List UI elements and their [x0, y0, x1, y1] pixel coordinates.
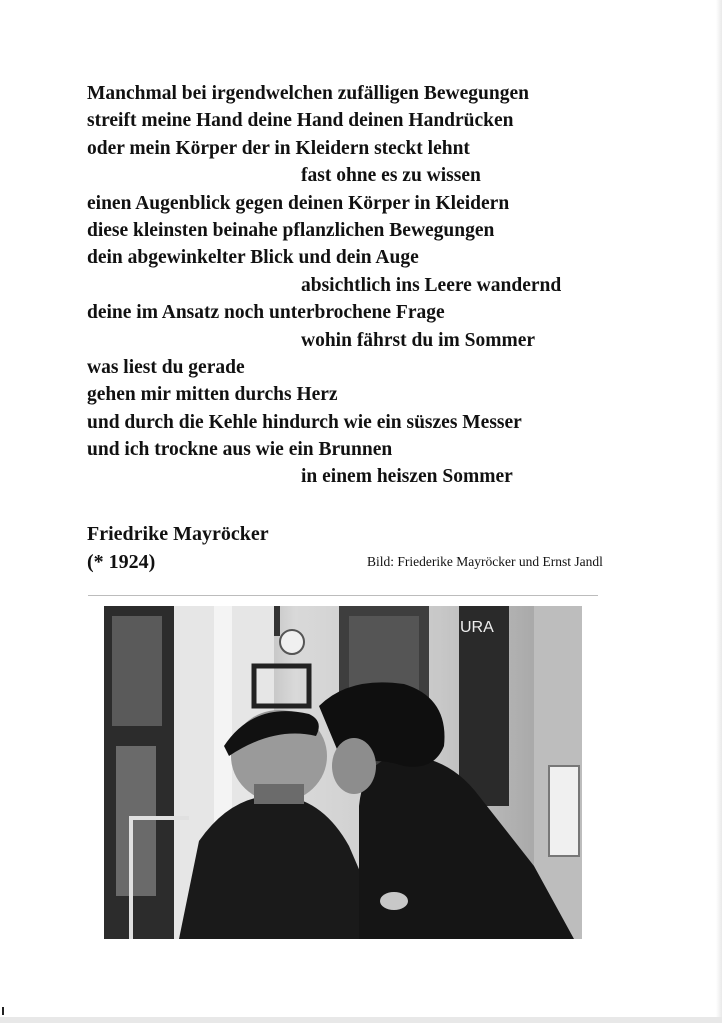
- photograph-illustration: [104, 606, 582, 939]
- divider: [88, 595, 598, 596]
- poem-line: diese kleinsten beinahe pflanzlichen Bewegungen: [87, 219, 495, 241]
- poem-line: deine im Ansatz noch unterbrochene Frage: [87, 302, 445, 324]
- poem-line: und ich trockne aus wie ein Brunnen: [87, 439, 393, 461]
- poem-line: streift meine Hand deine Hand deinen Handrücken: [87, 110, 514, 132]
- poem-line: was liest du gerade: [87, 356, 245, 378]
- poem-line: dein abgewinkelter Blick und dein Auge: [87, 247, 419, 269]
- page-mark: [2, 1007, 4, 1015]
- poem-line-indented: in einem heiszen Sommer: [301, 466, 513, 488]
- poem-line: und durch die Kehle hindurch wie ein süszes Messer: [87, 411, 522, 433]
- poem-line-indented: fast ohne es zu wissen: [301, 165, 481, 187]
- poem-line: Manchmal bei irgendwelchen zufälligen Bewegungen: [87, 83, 529, 104]
- poem: [87, 80, 687, 491]
- author-birth-year: (* 1924): [87, 551, 156, 573]
- photograph: [104, 606, 582, 939]
- photo-caption: Bild: Friederike Mayröcker und Ernst Jandl: [367, 554, 603, 569]
- author-block: [87, 520, 269, 576]
- poem-line-indented: wohin fährst du im Sommer: [301, 329, 536, 351]
- shop-sign-text: URA: [460, 619, 494, 636]
- page-bottom-bar: [0, 1017, 722, 1023]
- author-name: Friedrike Mayröcker: [87, 523, 269, 545]
- poem-line: einen Augenblick gegen deinen Körper in Kleidern: [87, 192, 510, 214]
- poem-line-indented: absichtlich ins Leere wandernd: [301, 274, 562, 296]
- poem-line: gehen mir mitten durchs Herz: [87, 384, 338, 406]
- poem-line: oder mein Körper der in Kleidern steckt lehnt: [87, 137, 470, 159]
- page-edge: [716, 0, 722, 1023]
